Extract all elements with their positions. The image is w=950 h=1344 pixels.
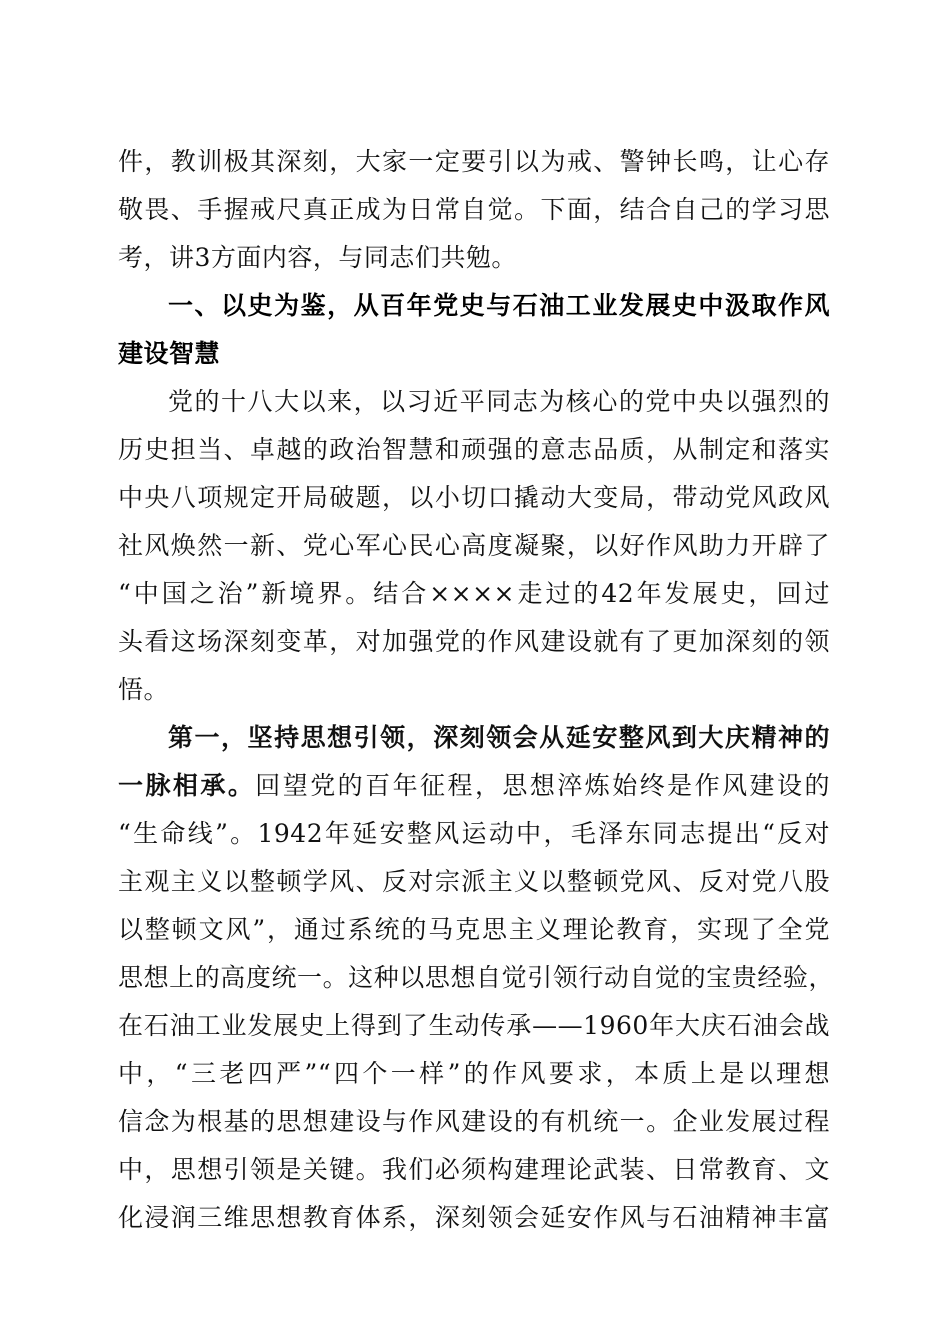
body-line: 社风焕然一新、党心军心民心高度凝聚，以好作风助力开辟了 — [118, 531, 830, 560]
body-line: 悟。 — [118, 675, 170, 704]
body-line: 主观主义以整顿学风、反对宗派主义以整顿党风、反对党八股 — [118, 867, 830, 896]
body-line: 思想上的高度统一。这种以思想自觉引领行动自觉的宝贵经验， — [118, 963, 834, 992]
body-line: 党的十八大以来，以习近平同志为核心的党中央以强烈的 — [168, 387, 830, 416]
body-line: 敬畏、手握戒尺真正成为日常自觉。下面，结合自己的学习思 — [118, 195, 830, 224]
mixed-line — [118, 766, 830, 806]
body-line: 在石油工业发展史上得到了生动传承——1960年大庆石油会战 — [118, 1011, 830, 1040]
body-line: “中国之治”新境界。结合××××走过的42年发展史，回过 — [118, 579, 830, 608]
body-line: 化浸润三维思想教育体系，深刻领会延安作风与石油精神丰富 — [118, 1203, 830, 1232]
body-line: 中，思想引领是关键。我们必须构建理论武装、日常教育、文 — [118, 1155, 830, 1184]
body-line: 中央八项规定开局破题，以小切口撬动大变局，带动党风政风 — [118, 483, 830, 512]
body-line: 头看这场深刻变革，对加强党的作风建设就有了更加深刻的领 — [118, 627, 830, 656]
lead-sentence-line: 第一，坚持思想引领，深刻领会从延安整风到大庆精神的 — [168, 723, 830, 752]
body-line: 以整顿文风”，通过系统的马克思主义理论教育，实现了全党 — [118, 915, 830, 944]
body-line: 历史担当、卓越的政治智慧和顽强的意志品质，从制定和落实 — [118, 435, 830, 464]
body-line: 中，“三老四严”“四个一样”的作风要求，本质上是以理想 — [118, 1059, 830, 1088]
body-line: 件，教训极其深刻，大家一定要引以为戒、警钟长鸣，让心存 — [118, 147, 830, 176]
body-line: “生命线”。1942年延安整风运动中，毛泽东同志提出“反对 — [118, 819, 830, 848]
lead-sentence-tail: 一脉相承。 — [118, 771, 256, 800]
body-line: 考，讲3方面内容，与同志们共勉。 — [118, 243, 517, 272]
body-text-span: 回望党的百年征程，思想淬炼始终是作风建设的 — [255, 771, 830, 800]
section-heading-line: 建设智慧 — [118, 339, 221, 368]
section-heading-line: 一、以史为鉴，从百年党史与石油工业发展史中汲取作风 — [168, 291, 830, 320]
body-line: 信念为根基的思想建设与作风建设的有机统一。企业发展过程 — [118, 1107, 830, 1136]
